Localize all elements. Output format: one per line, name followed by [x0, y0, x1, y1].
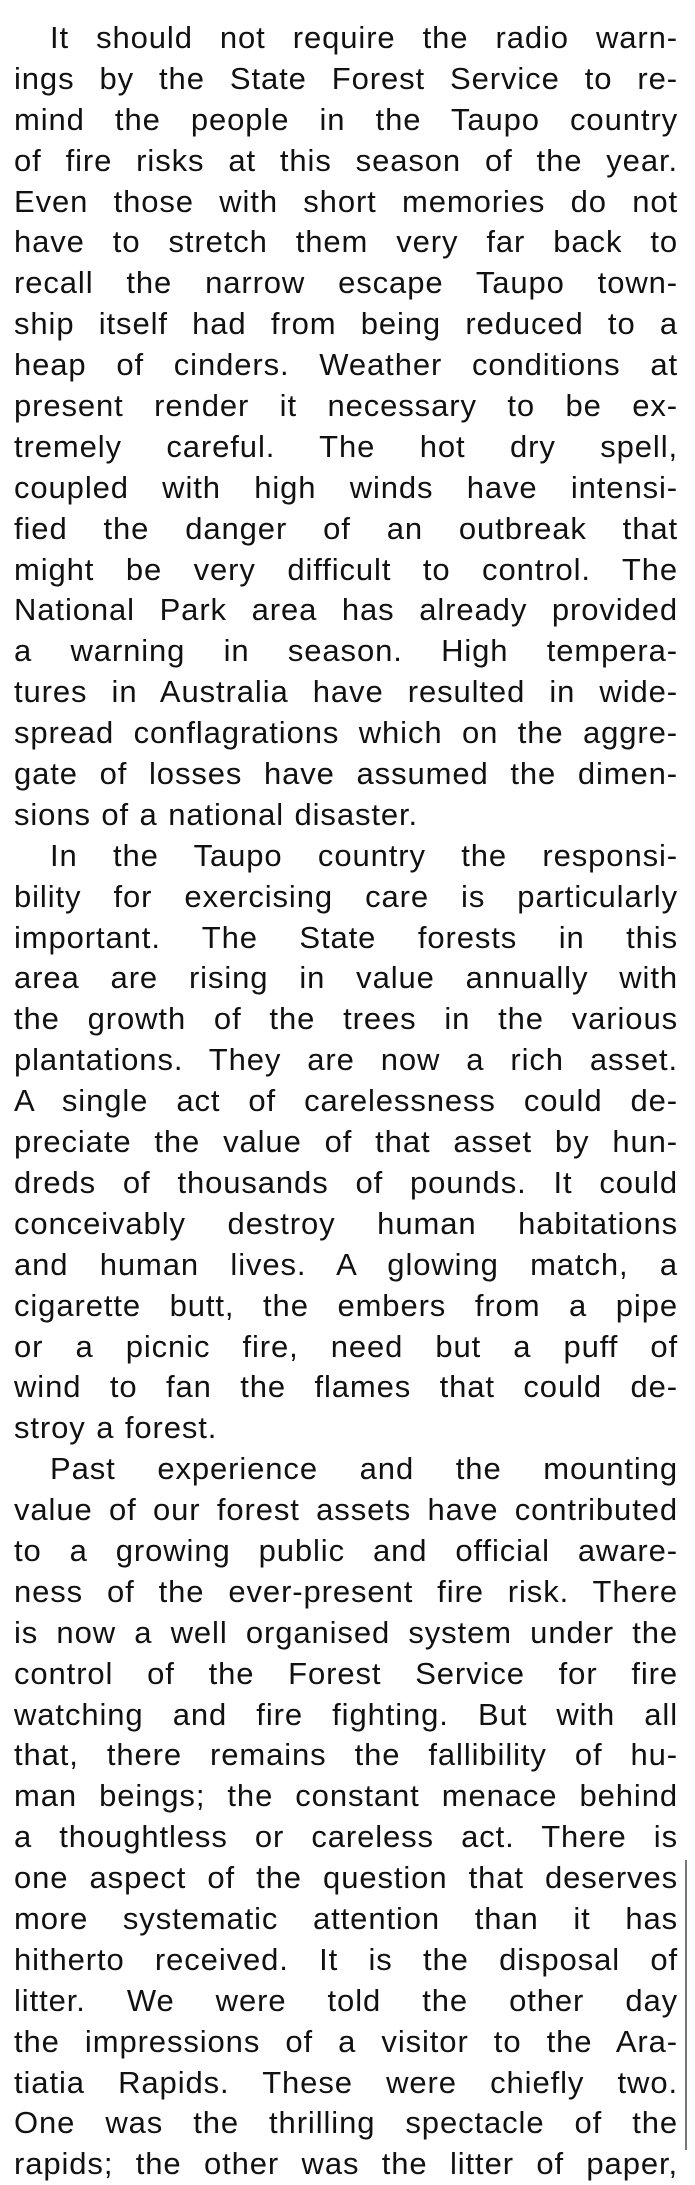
text-line: It should not require the radio warn-	[50, 20, 678, 55]
text-line: heap of cinders. Weather conditions at	[14, 347, 678, 383]
article-column	[14, 18, 678, 2182]
text-line: to a growing public and official aware-	[14, 1532, 678, 1568]
text-line: bility for exercising care is particularly	[14, 878, 678, 914]
text-line: tures in Australia have resulted in wide-	[14, 674, 678, 710]
paragraph-fire-risk-awareness	[14, 1449, 678, 2185]
text-line: litter. We were told the other day	[14, 1982, 678, 2018]
text-line: might be very difficult to control. The	[14, 551, 678, 587]
text-line: have to stretch them very far back to	[14, 224, 678, 260]
text-line: wind to fan the flames that could de-	[14, 1369, 678, 1405]
text-line: tremely careful. The hot dry spell,	[14, 428, 678, 464]
text-line: ness of the ever-present fire risk. There	[14, 1573, 678, 1609]
text-line: stroy a forest.	[14, 1410, 218, 1446]
text-line: that, there remains the fallibility of hu-	[14, 1737, 678, 1773]
text-line: of fire risks at this season of the year.	[14, 142, 678, 178]
text-line: ings by the State Forest Service to re-	[14, 60, 678, 96]
text-line: plantations. They are now a rich asset.	[14, 1042, 678, 1078]
text-line: mind the people in the Taupo country	[14, 101, 678, 137]
text-line: sions of a national disaster.	[14, 796, 419, 832]
text-line: gate of losses have assumed the dimen-	[14, 756, 678, 792]
text-line: area are rising in value annually with	[14, 960, 678, 996]
text-line: a thoughtless or careless act. There is	[14, 1819, 678, 1855]
text-line: National Park area has already provided	[14, 592, 678, 628]
column-rule	[685, 1860, 687, 2150]
text-line: the growth of the trees in the various	[14, 1001, 678, 1037]
text-line: cigarette butt, the embers from a pipe	[14, 1287, 678, 1323]
text-line: a warning in season. High tempera-	[14, 633, 678, 669]
text-line: one aspect of the question that deserves	[14, 1860, 678, 1896]
text-line: Even those with short memories do not	[14, 183, 678, 219]
text-line: tiatia Rapids. These were chiefly two.	[14, 2064, 678, 2100]
text-line: spread conflagrations which on the aggre-	[14, 715, 678, 751]
text-line: conceivably destroy human habitations	[14, 1205, 678, 1241]
text-line: dreds of thousands of pounds. It could	[14, 1164, 678, 1200]
text-line: In the Taupo country the responsi-	[50, 837, 678, 873]
text-line: ship itself had from being reduced to a	[14, 306, 678, 342]
text-line: fied the danger of an outbreak that	[14, 510, 678, 546]
paragraph-taupo-responsibility	[14, 836, 678, 1449]
text-line: the impressions of a visitor to the Ara-	[14, 2023, 678, 2059]
text-line: value of our forest assets have contributed	[14, 1492, 678, 1528]
text-line: preciate the value of that asset by hun-	[14, 1124, 678, 1160]
text-line: or a picnic fire, need but a puff of	[14, 1328, 678, 1364]
text-line: coupled with high winds have intensi-	[14, 469, 678, 505]
text-line: hitherto received. It is the disposal of	[14, 1941, 678, 1977]
text-line: is now a well organised system under the	[14, 1614, 678, 1650]
text-line: A single act of carelessness could de-	[14, 1083, 678, 1119]
text-line: important. The State forests in this	[14, 919, 678, 955]
text-line: present render it necessary to be ex-	[14, 388, 678, 424]
text-line: control of the Forest Service for fire	[14, 1655, 678, 1691]
text-line: Past experience and the mounting	[50, 1451, 678, 1487]
text-line: watching and fire fighting. But with all	[14, 1696, 678, 1732]
paragraph-fire-warnings	[14, 18, 678, 836]
text-line: man beings; the constant menace behind	[14, 1778, 678, 1814]
text-line: recall the narrow escape Taupo town-	[14, 265, 678, 301]
text-line: and human lives. A glowing match, a	[14, 1246, 678, 1282]
text-line: rapids; the other was the litter of paper,	[14, 2146, 678, 2182]
text-line: more systematic attention than it has	[14, 1900, 678, 1936]
text-line: One was the thrilling spectacle of the	[14, 2105, 678, 2141]
